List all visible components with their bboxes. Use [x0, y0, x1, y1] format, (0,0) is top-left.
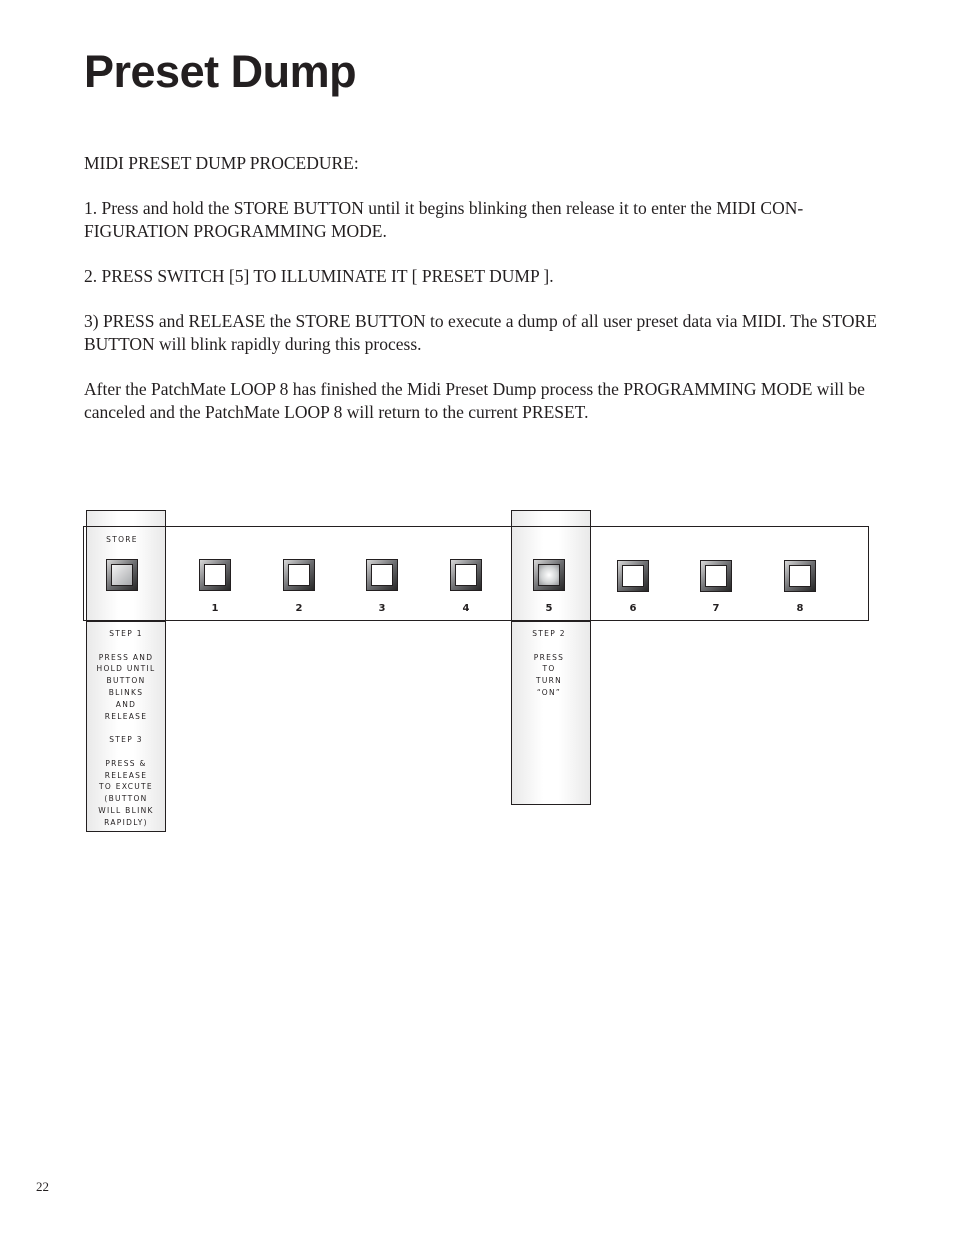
step-2-line: “ON” [536, 687, 562, 697]
step-2-line: PRESS [533, 652, 565, 662]
step-1-title: STEP 1 [109, 629, 143, 638]
switch-number-6: 6 [629, 603, 637, 614]
step-3-line: WILL BLINK [98, 805, 154, 815]
switch-number-4: 4 [462, 603, 470, 614]
procedure-text [84, 152, 884, 446]
switch-number-5: 5 [545, 603, 553, 614]
step-1-line: RELEASE [104, 711, 148, 721]
store-step-notes [86, 628, 166, 829]
store-button[interactable] [106, 559, 138, 591]
switch-5-lit[interactable] [533, 559, 565, 591]
page-number: 22 [36, 1179, 49, 1194]
step-2-line: TO [542, 664, 556, 674]
switch-3[interactable] [366, 559, 398, 591]
switch-number-8: 8 [796, 603, 804, 614]
procedure-heading: MIDI PRESET DUMP PROCEDURE: [84, 153, 359, 173]
switch-4[interactable] [450, 559, 482, 591]
switch-6[interactable] [617, 560, 649, 592]
step-1-line: BUTTON [106, 676, 146, 686]
switch-5-step-notes [511, 628, 587, 699]
procedure-step-1: 1. Press and hold the STORE BUTTON until it begins blinking then release it to enter the MIDI CON-FIGURATION PROGRAMMING MODE. [84, 198, 804, 241]
step-3-line: TO EXCUTE [99, 782, 153, 792]
switch-number-1: 1 [211, 603, 219, 614]
procedure-step-3: 3) PRESS and RELEASE the STORE BUTTON to execute a dump of all user preset data via MIDI. The STORE BUTTON will blink rapidly during this process. [84, 311, 877, 354]
switch-number-7: 7 [712, 603, 720, 614]
step-3-line: RAPIDLY) [104, 817, 148, 827]
step-3-line: RELEASE [104, 770, 148, 780]
store-button-face [111, 564, 133, 586]
step-1-line: HOLD UNTIL [96, 664, 156, 674]
step-1-line: AND [115, 699, 137, 709]
switch-number-2: 2 [295, 603, 303, 614]
step-3-line: (BUTTON [104, 794, 148, 804]
store-label: STORE [106, 535, 138, 544]
store-column-divider [86, 621, 166, 622]
step-3-line: PRESS & [105, 758, 147, 768]
page-title: Preset Dump [84, 46, 357, 97]
step-1-line: BLINKS [108, 687, 144, 697]
step-2-line: TURN [535, 676, 563, 686]
procedure-step-2: 2. PRESS SWITCH [5] TO ILLUMINATE IT [ PRESET DUMP ]. [84, 266, 554, 286]
switch-8[interactable] [784, 560, 816, 592]
step-2-title: STEP 2 [532, 629, 566, 638]
switch-2[interactable] [283, 559, 315, 591]
step-3-title: STEP 3 [109, 735, 143, 745]
switch-5-column-divider [511, 621, 591, 622]
switch-number-3: 3 [378, 603, 386, 614]
switch-7[interactable] [700, 560, 732, 592]
step-1-line: PRESS AND [98, 652, 154, 662]
procedure-closing: After the PatchMate LOOP 8 has finished the Midi Preset Dump process the PROGRAMMING MODE will be canceled and the PatchMate LOOP 8 will return to the current PRESET. [84, 379, 865, 422]
switch-1[interactable] [199, 559, 231, 591]
